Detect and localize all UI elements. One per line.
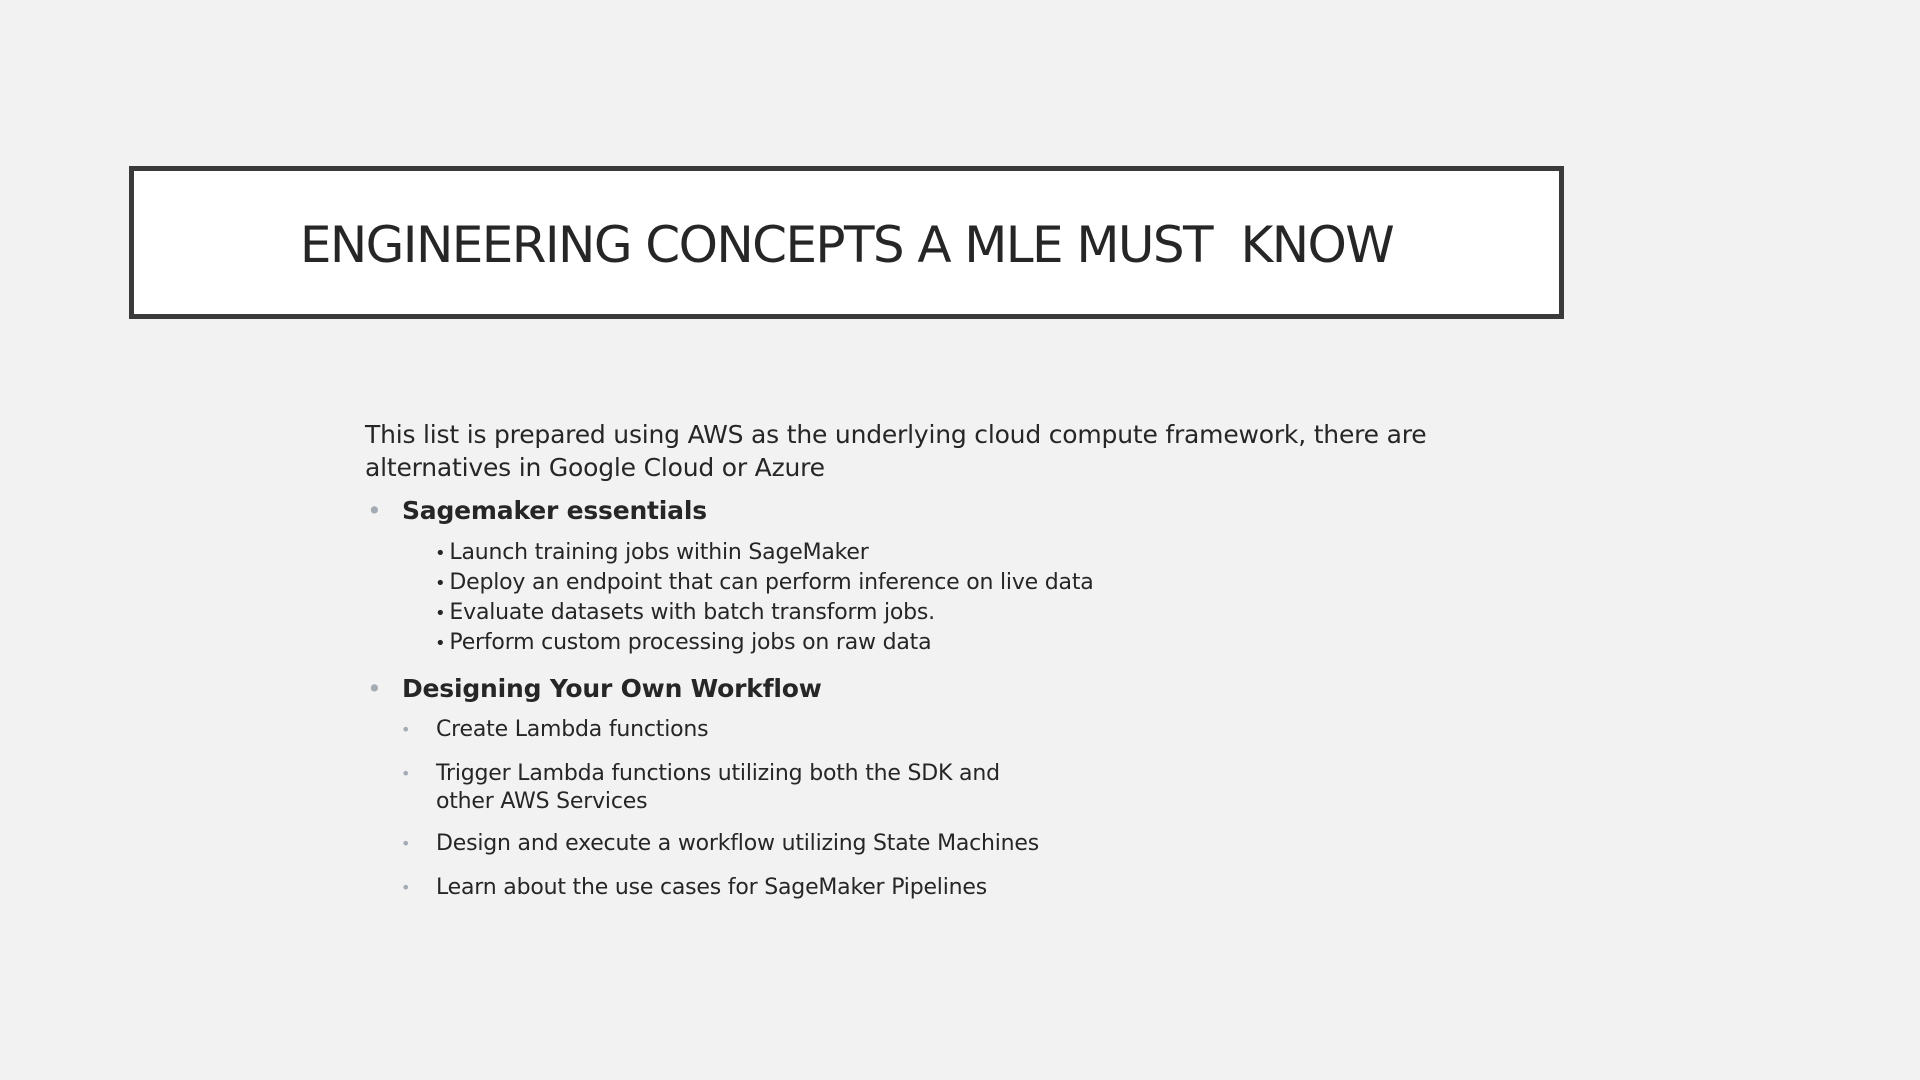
section-heading-text: Sagemaker essentials [402,496,707,525]
list-item-text: Trigger Lambda functions utilizing both the SDK and other AWS Services [436,761,1000,814]
bullet-icon: • [401,878,411,897]
list-item [435,538,1525,568]
list-item [435,598,1525,628]
list-item-text: Deploy an endpoint that can perform inference on live data [449,570,1094,595]
bullet-icon: • [435,543,446,564]
list-item [401,874,1525,902]
workflow-items [401,716,1525,902]
bullet-icon: • [367,674,382,703]
bullet-icon: • [401,764,411,783]
section-workflow [365,672,1525,902]
section-sagemaker [365,494,1525,658]
section-heading-text: Designing Your Own Workflow [402,674,822,703]
title-box [129,166,1564,319]
list-item [435,628,1525,658]
list-item [401,830,1525,858]
bullet-icon: • [435,633,446,654]
slide-content [365,418,1525,918]
section-heading [365,672,1525,706]
intro-paragraph: This list is prepared using AWS as the underlying cloud compute framework, there are alternatives in Google Cloud or Azure [365,420,1427,482]
list-item-text: Create Lambda functions [436,717,709,742]
bullet-icon: • [435,573,446,594]
list-item-text: Learn about the use cases for SageMaker Pipelines [436,875,987,900]
list-item [401,716,1525,744]
list-item-text: Evaluate datasets with batch transform jobs. [449,600,935,625]
list-item [401,760,1036,816]
list-item-text: Perform custom processing jobs on raw data [449,630,932,655]
list-item [435,568,1525,598]
section-heading [365,494,1525,528]
list-item-text: Design and execute a workflow utilizing State Machines [436,831,1040,856]
bullet-icon: • [401,720,411,739]
list-item-text: Launch training jobs within SageMaker [449,540,869,565]
bullet-icon: • [401,834,411,853]
slide-title: ENGINEERING CONCEPTS A MLE MUST KNOW [299,215,1394,274]
bullet-icon: • [367,496,382,525]
bullet-icon: • [435,603,446,624]
sagemaker-items [435,538,1525,658]
